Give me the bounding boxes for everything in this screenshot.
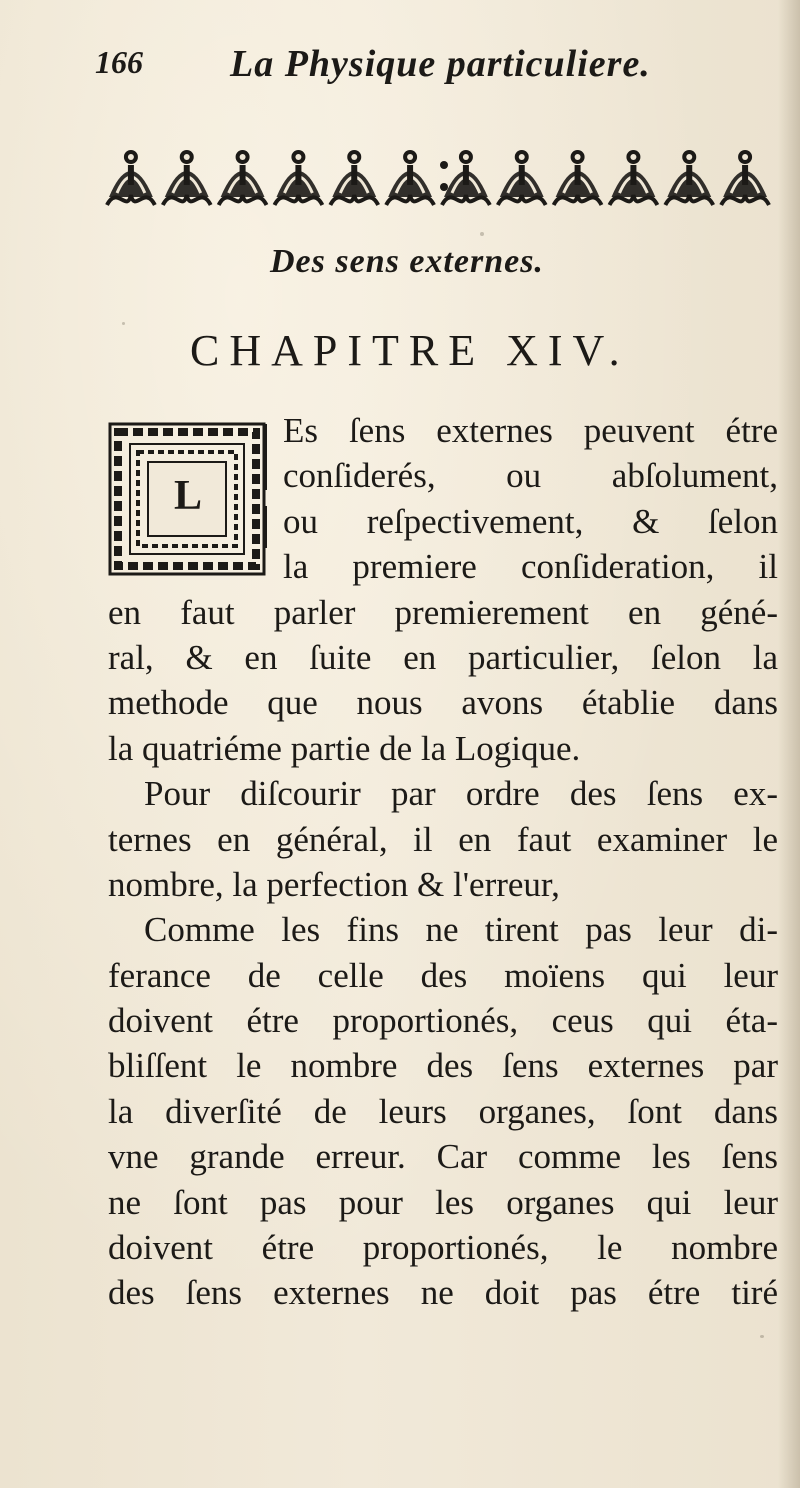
text-line: la diverſité de leurs organes, ſont dans bbox=[108, 1091, 778, 1131]
ornament-piece bbox=[351, 154, 357, 160]
chapter-heading: CHAPITRE XIV. bbox=[190, 326, 630, 375]
ornament-piece bbox=[498, 195, 546, 205]
printers-ornament-icon bbox=[103, 137, 773, 213]
page-edge-shadow bbox=[778, 0, 800, 1488]
text-line: la premiere conſideration, il bbox=[283, 547, 778, 587]
ornament-piece bbox=[575, 165, 581, 185]
ornament-piece bbox=[686, 165, 692, 185]
ornament-piece bbox=[295, 154, 301, 160]
ornament-piece bbox=[665, 195, 713, 205]
text-line: nombre, la perfection & l'erreur, bbox=[108, 864, 560, 904]
text-line: ternes en général, il en faut examiner le bbox=[108, 819, 778, 859]
ornament-piece bbox=[240, 154, 246, 160]
ornament-piece bbox=[742, 154, 748, 160]
ink-speck bbox=[770, 1022, 773, 1025]
section-subtitle: Des sens externes. bbox=[270, 243, 544, 280]
ink-speck bbox=[480, 232, 484, 236]
ornament-piece bbox=[630, 165, 636, 185]
ornament-piece bbox=[610, 195, 658, 205]
ornament-piece bbox=[330, 195, 378, 205]
ornament-piece bbox=[107, 195, 155, 205]
ornament-piece bbox=[240, 165, 246, 185]
text-line: methode que nous avons établie dans bbox=[108, 683, 778, 723]
running-title: La Physique particuliere. bbox=[230, 43, 651, 85]
ink-speck bbox=[760, 1335, 764, 1338]
text-line: bliſſent le nombre des ſens externes par bbox=[108, 1046, 778, 1086]
ornament-piece bbox=[721, 195, 769, 205]
text-line: Es ſens externes peuvent étre bbox=[283, 411, 778, 450]
ornament-piece bbox=[407, 154, 413, 160]
ornament-piece bbox=[440, 161, 448, 169]
ornament-piece bbox=[440, 183, 448, 191]
ornament-piece bbox=[463, 165, 469, 185]
ornament-piece bbox=[575, 154, 581, 160]
text-line: conſiderés, ou abſolument, bbox=[283, 456, 778, 496]
ornament-piece bbox=[275, 195, 323, 205]
ornament-piece bbox=[554, 195, 602, 205]
text-line: vne grande erreur. Car comme les ſens bbox=[108, 1137, 778, 1177]
drop-cap-letter: L bbox=[173, 473, 202, 519]
text-line: doivent étre proportionés, le nombre bbox=[108, 1228, 778, 1268]
ornament-piece bbox=[184, 165, 190, 185]
running-head bbox=[95, 40, 715, 92]
page-number: 166 bbox=[95, 44, 143, 80]
ornament-piece bbox=[295, 165, 301, 185]
ornament-piece bbox=[407, 165, 413, 185]
text-line: ou reſpectivement, & ſelon bbox=[283, 501, 778, 541]
text-line: en faut parler premierement en géné- bbox=[108, 592, 778, 632]
ornament-piece bbox=[128, 165, 134, 185]
text-line: la quatriéme partie de la Logique. bbox=[108, 728, 581, 768]
ornament-piece bbox=[163, 195, 211, 205]
ornament-piece bbox=[742, 165, 748, 185]
ornament-piece bbox=[686, 154, 692, 160]
text-line: ferance de celle des moïens qui leur bbox=[108, 955, 778, 995]
ornament-piece bbox=[463, 154, 469, 160]
ornament-piece bbox=[442, 195, 490, 205]
ink-speck bbox=[122, 322, 125, 325]
text-line: ral, & en ſuite en particulier, ſelon la bbox=[108, 637, 778, 677]
ornament-piece bbox=[630, 154, 636, 160]
text-line: Pour diſcourir par ordre des ſens ex- bbox=[144, 774, 778, 814]
text-line: doivent étre proportionés, ceus qui éta- bbox=[108, 1001, 778, 1041]
ornament-piece bbox=[386, 195, 434, 205]
text-line: Comme les fins ne tirent pas leur di- bbox=[144, 910, 778, 950]
body-text bbox=[108, 408, 778, 1316]
ornament-piece bbox=[519, 165, 525, 185]
ornament-piece bbox=[219, 195, 267, 205]
ornament-piece bbox=[351, 165, 357, 185]
ornament-piece bbox=[128, 154, 134, 160]
ornament-piece bbox=[519, 154, 525, 160]
text-line: des ſens externes ne doit pas étre tiré bbox=[108, 1273, 778, 1313]
ornament-piece bbox=[184, 154, 190, 160]
text-line: ne ſont pas pour les organes qui leur bbox=[108, 1182, 778, 1222]
